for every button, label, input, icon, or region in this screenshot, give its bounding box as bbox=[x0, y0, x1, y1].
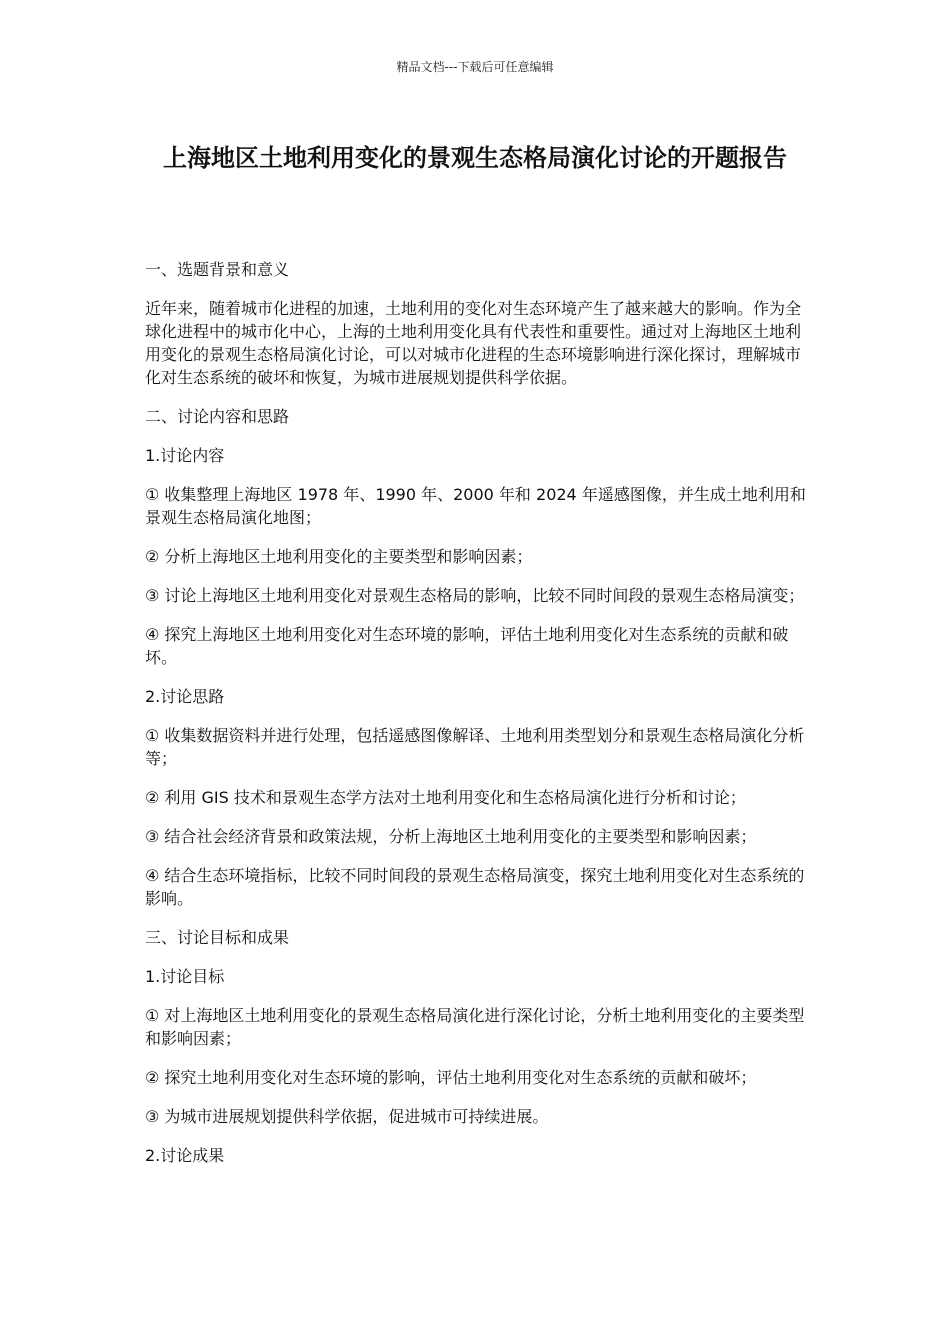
header-note: 精品文档---下载后可任意编辑 bbox=[396, 60, 554, 74]
list-item: ③ 结合社会经济背景和政策法规，分析上海地区土地利用变化的主要类型和影响因素； bbox=[145, 827, 757, 846]
section-heading-content: 二、讨论内容和思路 bbox=[145, 407, 290, 426]
list-item: ③ 为城市进展规划提供科学依据，促进城市可持续进展。 bbox=[145, 1107, 549, 1126]
list-item: ① 对上海地区土地利用变化的景观生态格局演化进行深化讨论，分析土地利用变化的主要类型和影响因素； bbox=[145, 1006, 805, 1048]
list-item: ② 探究土地利用变化对生态环境的影响，评估土地利用变化对生态系统的贡献和破坏； bbox=[145, 1068, 757, 1087]
document-body bbox=[145, 258, 810, 1183]
subheading-content: 1.讨论内容 bbox=[145, 446, 225, 465]
list-item: ① 收集整理上海地区 1978 年、1990 年、2000 年和 2024 年遥感图像，并生成土地利用和景观生态格局演化地图； bbox=[145, 485, 806, 527]
subheading-results: 2.讨论成果 bbox=[145, 1146, 225, 1165]
subheading-approach: 2.讨论思路 bbox=[145, 687, 225, 706]
section-heading-goals: 三、讨论目标和成果 bbox=[145, 928, 290, 947]
list-item: ② 分析上海地区土地利用变化的主要类型和影响因素； bbox=[145, 547, 533, 566]
document-title: 上海地区土地利用变化的景观生态格局演化讨论的开题报告 bbox=[163, 144, 787, 172]
list-item: ② 利用 GIS 技术和景观生态学方法对土地利用变化和生态格局演化进行分析和讨论； bbox=[145, 788, 746, 807]
list-item: ① 收集数据资料并进行处理，包括遥感图像解译、土地利用类型划分和景观生态格局演化分析等； bbox=[145, 726, 805, 768]
section-heading-background: 一、选题背景和意义 bbox=[145, 260, 290, 279]
list-item: ④ 结合生态环境指标，比较不同时间段的景观生态格局演变，探究土地利用变化对生态系统的影响。 bbox=[145, 866, 805, 908]
subheading-goals: 1.讨论目标 bbox=[145, 967, 225, 986]
list-item: ③ 讨论上海地区土地利用变化对景观生态格局的影响，比较不同时间段的景观生态格局演变； bbox=[145, 586, 805, 605]
list-item: ④ 探究上海地区土地利用变化对生态环境的影响，评估土地利用变化对生态系统的贡献和破坏。 bbox=[145, 625, 789, 667]
paragraph-background: 近年来，随着城市化进程的加速，土地利用的变化对生态环境产生了越来越大的影响。作为全球化进程中的城市化中心，上海的土地利用变化具有代表性和重要性。通过对上海地区土地利用变化的景观生态格局演化讨论，可以对城市化进程的生态环境影响进行深化探讨，理解城市化对生态系统的破坏和恢复，为城市进展规划提供科学依据。 bbox=[145, 299, 802, 387]
